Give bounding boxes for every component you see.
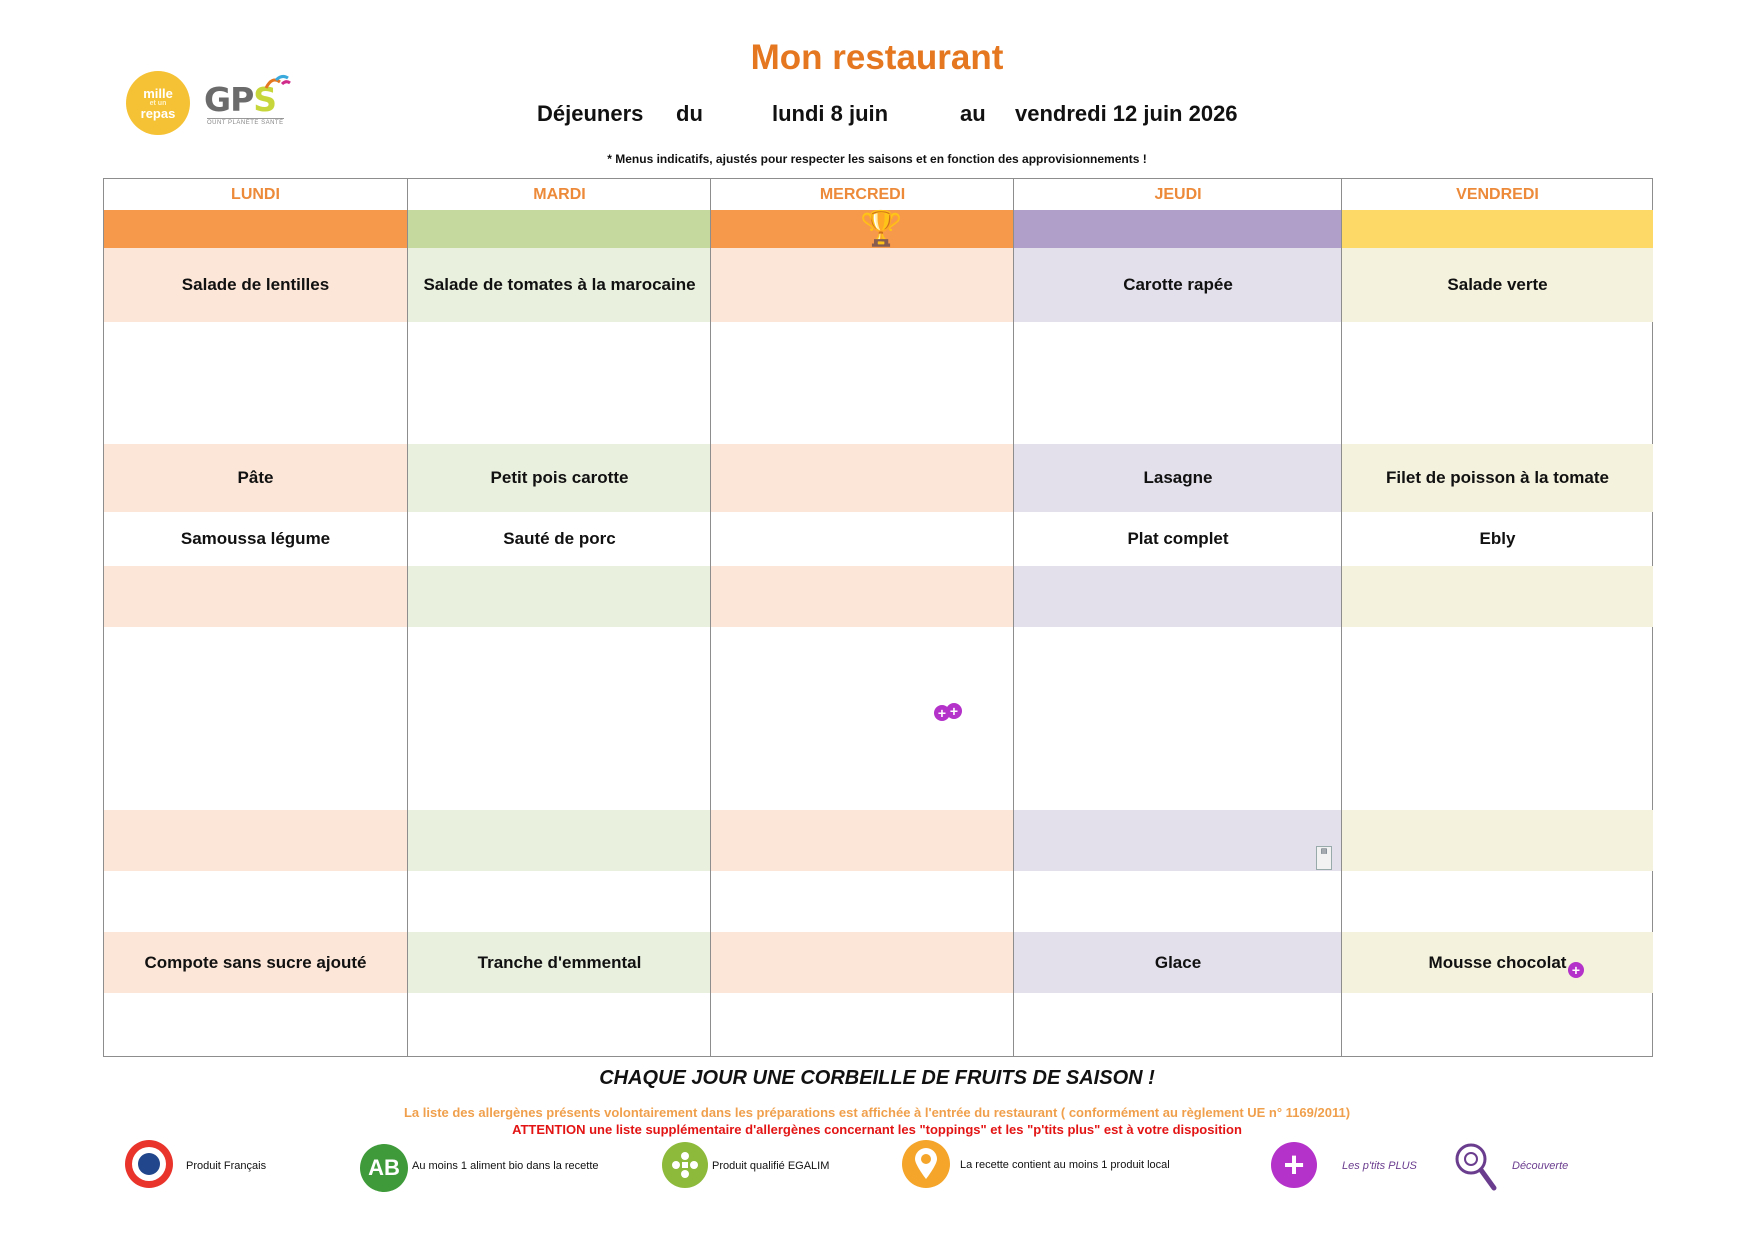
entree-cell: Salade de lentilles — [104, 248, 407, 322]
discovery-icon — [1454, 1142, 1498, 1192]
french-product-icon — [125, 1140, 173, 1188]
day-column-vendredi — [1341, 179, 1653, 1056]
entree-cell: Carotte rapée — [1014, 248, 1342, 322]
ptits-plus-icon: + — [946, 703, 962, 719]
accompagnement-cell: Samoussa légume — [180, 529, 331, 548]
fromage-cell — [1014, 566, 1342, 627]
mille-logo-line2: et un — [149, 99, 167, 107]
accompagnement-cell — [711, 512, 1014, 566]
trophy-icon: 🏆 — [860, 210, 903, 248]
entree-cell: Salade verte — [1342, 248, 1653, 322]
legend-label-french: Produit Français — [186, 1160, 267, 1172]
extra-cell — [104, 810, 407, 871]
plat-cell: Lasagne — [1014, 444, 1342, 512]
entree-cell: Salade de tomates à la marocaine — [408, 248, 711, 322]
plat-cell: Filet de poisson à la tomate — [1342, 444, 1653, 512]
organic-ab-icon: AB — [360, 1144, 408, 1192]
mille-logo-line1: mille — [143, 85, 173, 101]
fromage-cell — [1342, 566, 1653, 627]
mille-logo-line3: repas — [140, 105, 176, 121]
mille-et-un-repas-logo — [126, 71, 190, 135]
dessert-cell: Compote sans sucre ajouté — [104, 932, 407, 993]
legend-label-egalim: Produit qualifié EGALIM — [712, 1160, 830, 1172]
from-label: du — [676, 101, 703, 126]
accompagnement-cell: Sauté de porc — [503, 529, 616, 548]
ptits-plus-icon: + — [1568, 962, 1584, 978]
plat-cell: Petit pois carotte — [408, 444, 711, 512]
legend-label-local: La recette contient au moins 1 produit local — [960, 1159, 1170, 1171]
extra-cell — [1014, 810, 1342, 871]
fromage-cell — [408, 566, 711, 627]
day-header: MERCREDI — [819, 185, 906, 203]
day-header: VENDREDI — [1456, 185, 1539, 203]
allergen-notice: La liste des allergènes présents volontairement dans les préparations est affichée à l'entrée du restaurant ( conformément au règlement UE n° 1169/2011) — [403, 1105, 1351, 1120]
dessert-cell: Glace — [1014, 932, 1342, 993]
ptits-plus-icon: + — [1271, 1142, 1317, 1188]
start-date: lundi 8 juin — [772, 101, 889, 126]
fruits-banner: CHAQUE JOUR UNE CORBEILLE DE FRUITS DE SAISON ! — [599, 1067, 1155, 1089]
extra-cell — [408, 810, 711, 871]
product-label-icon: ▤ — [1316, 846, 1332, 870]
end-date: vendredi 12 juin 2026 — [1015, 101, 1238, 126]
attention-notice: ATTENTION une liste supplémentaire d'allergènes concernant les "toppings" et les "p'tits plus" est à votre disposition — [512, 1122, 1242, 1137]
accompagnement-cell: Plat complet — [1127, 529, 1229, 548]
fromage-cell — [104, 566, 407, 627]
plat-cell — [711, 444, 1014, 512]
day-column-mercredi — [710, 179, 1014, 1056]
local-pin-icon — [902, 1140, 950, 1188]
to-label: au — [960, 101, 986, 126]
menu-grid — [103, 178, 1653, 1057]
extra-cell — [1342, 810, 1653, 871]
egalim-icon — [662, 1142, 708, 1188]
gps-logo-word: GPS — [204, 80, 277, 119]
dessert-cell — [711, 932, 1014, 993]
day-color-band — [1342, 210, 1653, 248]
lunch-label: Déjeuners — [537, 101, 644, 126]
page-title: Mon restaurant — [750, 38, 1004, 77]
day-column-mardi — [407, 179, 711, 1056]
legend-label-organic: Au moins 1 aliment bio dans la recette — [412, 1160, 599, 1172]
day-header: MARDI — [533, 185, 586, 203]
extra-cell — [711, 810, 1014, 871]
legend-label-discovery: Découverte — [1512, 1160, 1569, 1172]
plat-cell: Pâte — [104, 444, 407, 512]
entree-cell — [711, 248, 1014, 322]
day-color-band — [104, 210, 407, 248]
menu-note: * Menus indicatifs, ajustés pour respecter les saisons et en fonction des approvisionnements ! — [607, 152, 1147, 166]
day-color-band — [408, 210, 711, 248]
dessert-cell: Mousse chocolat — [1342, 932, 1653, 993]
dessert-cell: Tranche d'emmental — [408, 932, 711, 993]
day-header: JEUDI — [1154, 185, 1202, 203]
ptits-plus-icon: + — [934, 705, 950, 721]
day-column-jeudi — [1013, 179, 1342, 1056]
gps-logo-tagline: OÙNT PLANÈTE SANTÉ — [207, 120, 284, 126]
day-color-band — [1014, 210, 1342, 248]
day-column-lundi — [104, 179, 407, 1056]
legend-label-ptits-plus: Les p'tits PLUS — [1342, 1160, 1417, 1172]
fromage-cell — [711, 566, 1014, 627]
gps-logo — [202, 74, 292, 134]
accompagnement-cell: Ebly — [1479, 529, 1516, 548]
day-header: LUNDI — [231, 185, 280, 203]
